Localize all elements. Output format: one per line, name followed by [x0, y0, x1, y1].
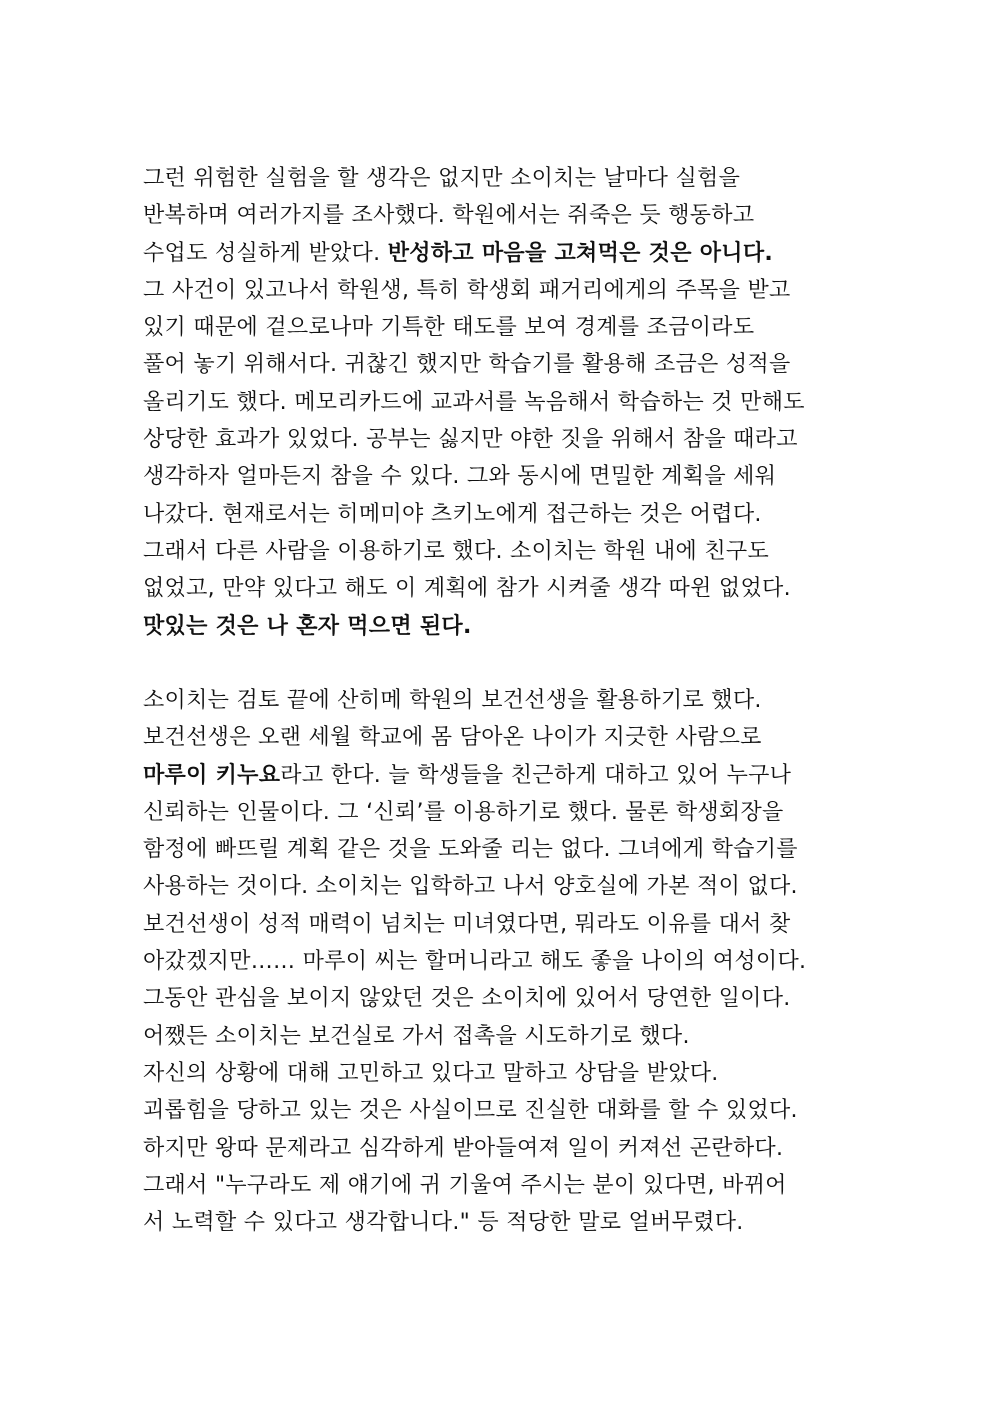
- text-line: [143, 421, 855, 458]
- text-run: 소이치는 검토 끝에 산히메 학원의 보건선생을 활용하기로 했다.: [143, 688, 762, 713]
- text-run: 없었고, 만약 있다고 해도 이 계획에 참가 시켜줄 생각 따윈 없었다.: [143, 576, 791, 602]
- text-run: 아갔겠지만…… 마루이 씨는 할머니라고 해도 좋을 나이의 여성이다.: [143, 949, 807, 975]
- text-run: 올리기도 했다. 메모리카드에 교과서를 녹음해서 학습하는 것 만해도: [143, 389, 805, 415]
- text-run: 생각하자 얼마든지 참을 수 있다. 그와 동시에 면밀한 계획을 세워: [143, 464, 777, 490]
- text-run: 사용하는 것이다. 소이치는 입학하고 나서 양호실에 가본 적이 없다.: [143, 874, 798, 900]
- text-run: 상당한 효과가 있었다. 공부는 싫지만 야한 짓을 위해서 참을 때라고: [143, 427, 798, 453]
- text-run: 자신의 상황에 대해 고민하고 있다고 말하고 상담을 받았다.: [143, 1060, 719, 1086]
- text-run: 나갔다. 현재로서는 히메미야 츠키노에게 접근하는 것은 어렵다.: [143, 501, 762, 527]
- text-run: 괴롭힘을 당하고 있는 것은 사실이므로 진실한 대화를 할 수 있었다.: [143, 1098, 798, 1124]
- paragraph-1: [143, 160, 855, 645]
- text-run: 서 노력할 수 있다고 생각합니다." 등 적당한 말로 얼버무렸다.: [143, 1210, 744, 1236]
- text-line: [143, 906, 855, 943]
- text-run: 보건선생이 성적 매력이 넘치는 미녀였다면, 뭐라도 이유를 대서 찾: [143, 911, 791, 937]
- bold-text-run: 맛있는 것은 나 혼자 먹으면 된다.: [143, 613, 472, 639]
- text-run: 라고 한다. 늘 학생들을 친근하게 대하고 있어 누구나: [280, 762, 792, 788]
- text-line: [143, 496, 855, 533]
- bold-text-run: 마루이 키누요: [143, 762, 281, 788]
- text-run: 수업도 성실하게 받았다.: [143, 240, 388, 266]
- text-line: [143, 1204, 855, 1241]
- text-run: 풀어 놓기 위해서다. 귀찮긴 했지만 학습기를 활용해 조금은 성적을: [143, 352, 791, 378]
- text-line: [143, 868, 855, 905]
- text-line: [143, 1167, 855, 1204]
- text-run: 반복하며 여러가지를 조사했다. 학원에서는 쥐죽은 듯 행동하고: [143, 203, 755, 229]
- text-line: [143, 197, 855, 234]
- text-line: [143, 980, 855, 1017]
- text-line: [143, 384, 855, 421]
- text-line: [143, 1055, 855, 1092]
- text-line: [143, 272, 855, 309]
- text-run: 그래서 다른 사람을 이용하기로 했다. 소이치는 학원 내에 친구도: [143, 538, 769, 564]
- bold-text-run: 반성하고 마음을 고쳐먹은 것은 아니다.: [387, 240, 774, 266]
- text-run: 어쨌든 소이치는 보건실로 가서 접촉을 시도하기로 했다.: [143, 1023, 690, 1049]
- text-line: [143, 608, 855, 645]
- text-run: 그래서 "누구라도 제 얘기에 귀 기울여 주시는 분이 있다면, 바뀌어: [143, 1172, 787, 1198]
- text-line: [143, 309, 855, 346]
- text-line: [143, 346, 855, 383]
- text-run: 신뢰하는 인물이다. 그 ‘신뢰’를 이용하기로 했다. 물론 학생회장을: [143, 799, 784, 825]
- paragraph-2: [143, 682, 855, 1241]
- text-run: 있기 때문에 겉으로나마 기특한 태도를 보여 경계를 조금이라도: [143, 315, 755, 341]
- text-run: 그동안 관심을 보이지 않았던 것은 소이치에 있어서 당연한 일이다.: [143, 986, 791, 1012]
- text-line: [143, 794, 855, 831]
- text-run: 보건선생은 오랜 세월 학교에 몸 담아온 나이가 지긋한 사람으로: [143, 725, 762, 751]
- text-line: [143, 533, 855, 570]
- text-line: [143, 831, 855, 868]
- text-line: [143, 943, 855, 980]
- text-line: [143, 1018, 855, 1055]
- text-line: [143, 719, 855, 756]
- text-line: [143, 160, 855, 197]
- text-line: [143, 757, 855, 794]
- text-run: 하지만 왕따 문제라고 심각하게 받아들여져 일이 커져선 곤란하다.: [143, 1135, 784, 1161]
- text-run: 그런 위험한 실험을 할 생각은 없지만 소이치는 날마다 실험을: [143, 166, 741, 191]
- text-run: 그 사건이 있고나서 학원생, 특히 학생회 패거리에게의 주목을 받고: [143, 277, 791, 303]
- text-line: [143, 235, 855, 272]
- text-line: [143, 682, 855, 719]
- text-line: [143, 570, 855, 607]
- text-run: 함정에 빠뜨릴 계획 같은 것을 도와줄 리는 없다. 그녀에게 학습기를: [143, 837, 798, 863]
- text-line: [143, 1130, 855, 1167]
- text-line: [143, 458, 855, 495]
- text-line: [143, 1092, 855, 1129]
